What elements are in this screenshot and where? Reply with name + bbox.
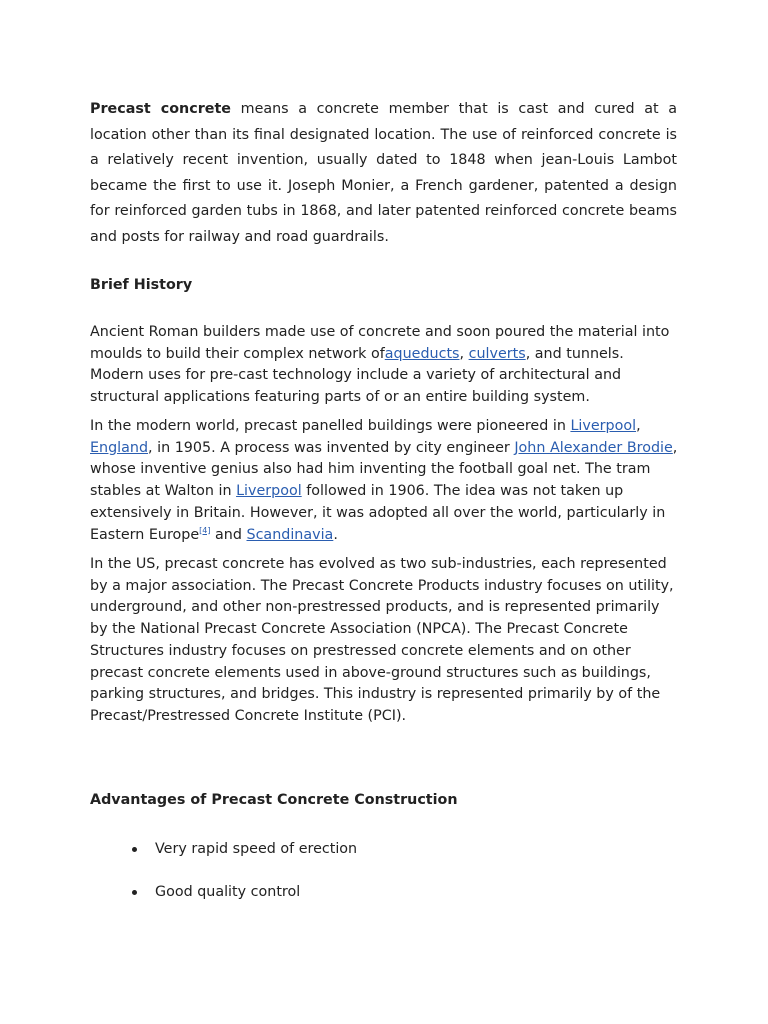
link-england[interactable]: England [90, 439, 149, 456]
modern-text-7: . [333, 526, 338, 543]
modern-text-5: followed in 1906. The idea was not taken up extensively in Britain. However, it was adopted all over the world, particularly in Eastern Europe [90, 483, 666, 543]
advantages-list [90, 838, 357, 924]
roman-text-3: , and tunnels. Modern uses for pre-cast technology include a variety of architectural and structural applications featuring parts of or an entire building system. [90, 345, 624, 406]
modern-text-4: , whose inventive genius also had him inventing the football goal net. The tram stables at Walton in [90, 439, 678, 500]
link-liverpool[interactable]: Liverpool [570, 418, 637, 434]
advantages-heading: Advantages of Precast Concrete Construction [90, 792, 458, 808]
roman-history-paragraph [90, 322, 680, 409]
link-liverpool-2[interactable]: Liverpool [236, 483, 302, 500]
list-item [90, 881, 357, 903]
link-aqueducts[interactable]: aqueducts [384, 345, 460, 362]
intro-lead-term: Precast concrete [90, 101, 231, 117]
modern-text-3: , in 1905. A process was invented by city engineer [148, 439, 515, 456]
link-john-alexander-brodie[interactable]: John Alexander Brodie [514, 439, 673, 456]
modern-text-2: , [636, 418, 641, 434]
bullet-dot-icon [132, 847, 137, 852]
intro-paragraph [90, 97, 677, 250]
modern-text-6: and [210, 526, 247, 543]
list-item-text: Very rapid speed of erection [155, 841, 358, 857]
bullet-dot-icon [132, 890, 137, 895]
roman-text-2: , [459, 345, 469, 362]
list-item-text: Good quality control [155, 884, 301, 900]
reference-4-link[interactable]: [4] [199, 525, 211, 535]
link-culverts[interactable]: culverts [468, 345, 526, 362]
brief-history-heading: Brief History [90, 277, 193, 293]
intro-text: means a concrete member that is cast and cured at a location other than its final designated location. The use of reinforced concrete is a relatively recent invention, usually dated to 1848 when jean-Louis Lambot became the first to use it. Joseph Monier, a French gardener, patented a design for reinforced garden tubs in 1868, and later patented reinforced concrete beams and posts for railway and road guardrails. [90, 101, 677, 245]
modern-world-paragraph [90, 416, 680, 546]
list-item [90, 838, 357, 860]
link-scandinavia[interactable]: Scandinavia [246, 526, 334, 543]
us-industry-paragraph: In the US, precast concrete has evolved as two sub-industries, each represented by a major association. The Precast Concrete Products industry focuses on utility, underground, and other non-prestressed products, and is represented primarily by the National Precast Concrete Association (NPCA). The Precast Concrete Structures industry focuses on prestressed concrete elements and on other precast concrete elements used in above-ground structures such as buildings, parking structures, and bridges. This industry is represented primarily by of the Precast/Prestressed Concrete Institute (PCI). [90, 556, 674, 724]
roman-text-1: Ancient Roman builders made use of concrete and soon poured the material into moulds to build their complex network of [90, 324, 670, 362]
modern-text-1: In the modern world, precast panelled buildings were pioneered in [90, 418, 571, 434]
